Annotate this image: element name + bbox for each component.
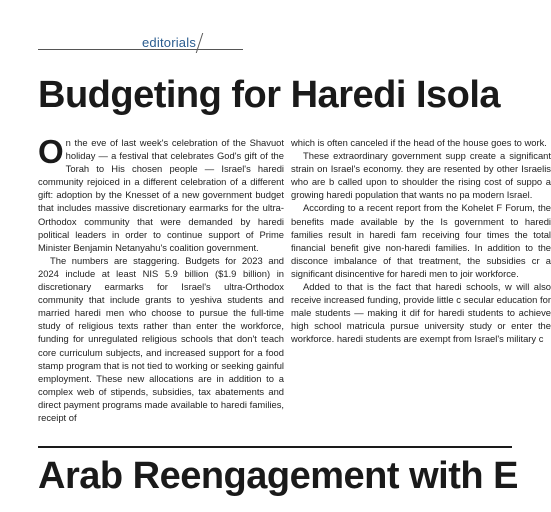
paragraph-1 [38,133,284,254]
article-headline-2: Arab Reengagement with E [38,455,518,497]
article-column-left [38,133,284,424]
paragraph-6: Added to that is the fact that haredi schools, w will also receive increased funding, provide little c secular education for male students — making it dif for haredi students to achieve high school matricula pursue university study or enter the workforce. haredi students are exempt from Israel's military c [291,281,551,345]
article-divider [38,446,512,448]
paragraph-5: According to a recent report from the Kohelet F Forum, the benefits made available by the Is government to haredi families result in haredi fam receiving four times the total financial benefit give non-haredi families. In addition to the disconce imbalance of that treatment, the subsidies cr a significant disincentive for haredi men to joir workforce. [291,202,551,279]
drop-cap: O [38,133,64,170]
paragraph-3: which is often canceled if the head of the house goes to work. [291,137,547,148]
paragraph-4: These extraordinary government supp create a significant strain on Israel's economy. they are resented by other Israelis who are b called upon to shoulder the rising cost of suppo a growing haredi population that wants no pa modern Israel. [291,150,551,201]
section-slash-divider [196,33,215,53]
article-headline: Budgeting for Haredi Isola [38,74,501,116]
article-column-right [291,136,551,346]
paragraph-1-text: n the eve of last week's celebration of the Shavuot holiday — a festival that celebrates God's gift of the Torah to His chosen people — Israel's haredi community rejoiced in a different celebration of a different gift: adoption by the Knesset of a new government budget that includes massive discretionary earmarks for the ultra-Orthodox community that were demanded by haredi political leaders in order to continue support of Prime Minister Benjamin Netanyahu's coalition government. [38,137,284,253]
section-rule [38,49,243,50]
section-label: editorials [142,35,197,50]
paragraph-2: The numbers are staggering. Budgets for 2023 and 2024 include at least NIS 5.9 billion ($1.9 billion) in discretionary earmarks for Israel's ultra-Orthodox community that include grants to yeshiva students and married haredi men who choose to pursue the full-time study of religious texts rather than enter the workforce, funding for unregulated religious schools that don't teach core curriculum subjects, and increased support for a food stamp program that is not tied to working or seeking gainful employment. These new allocations are in addition to a complex web of stipends, subsidies, tax abatements and direct payment programs made available to haredi families, receipt of [38,254,284,423]
